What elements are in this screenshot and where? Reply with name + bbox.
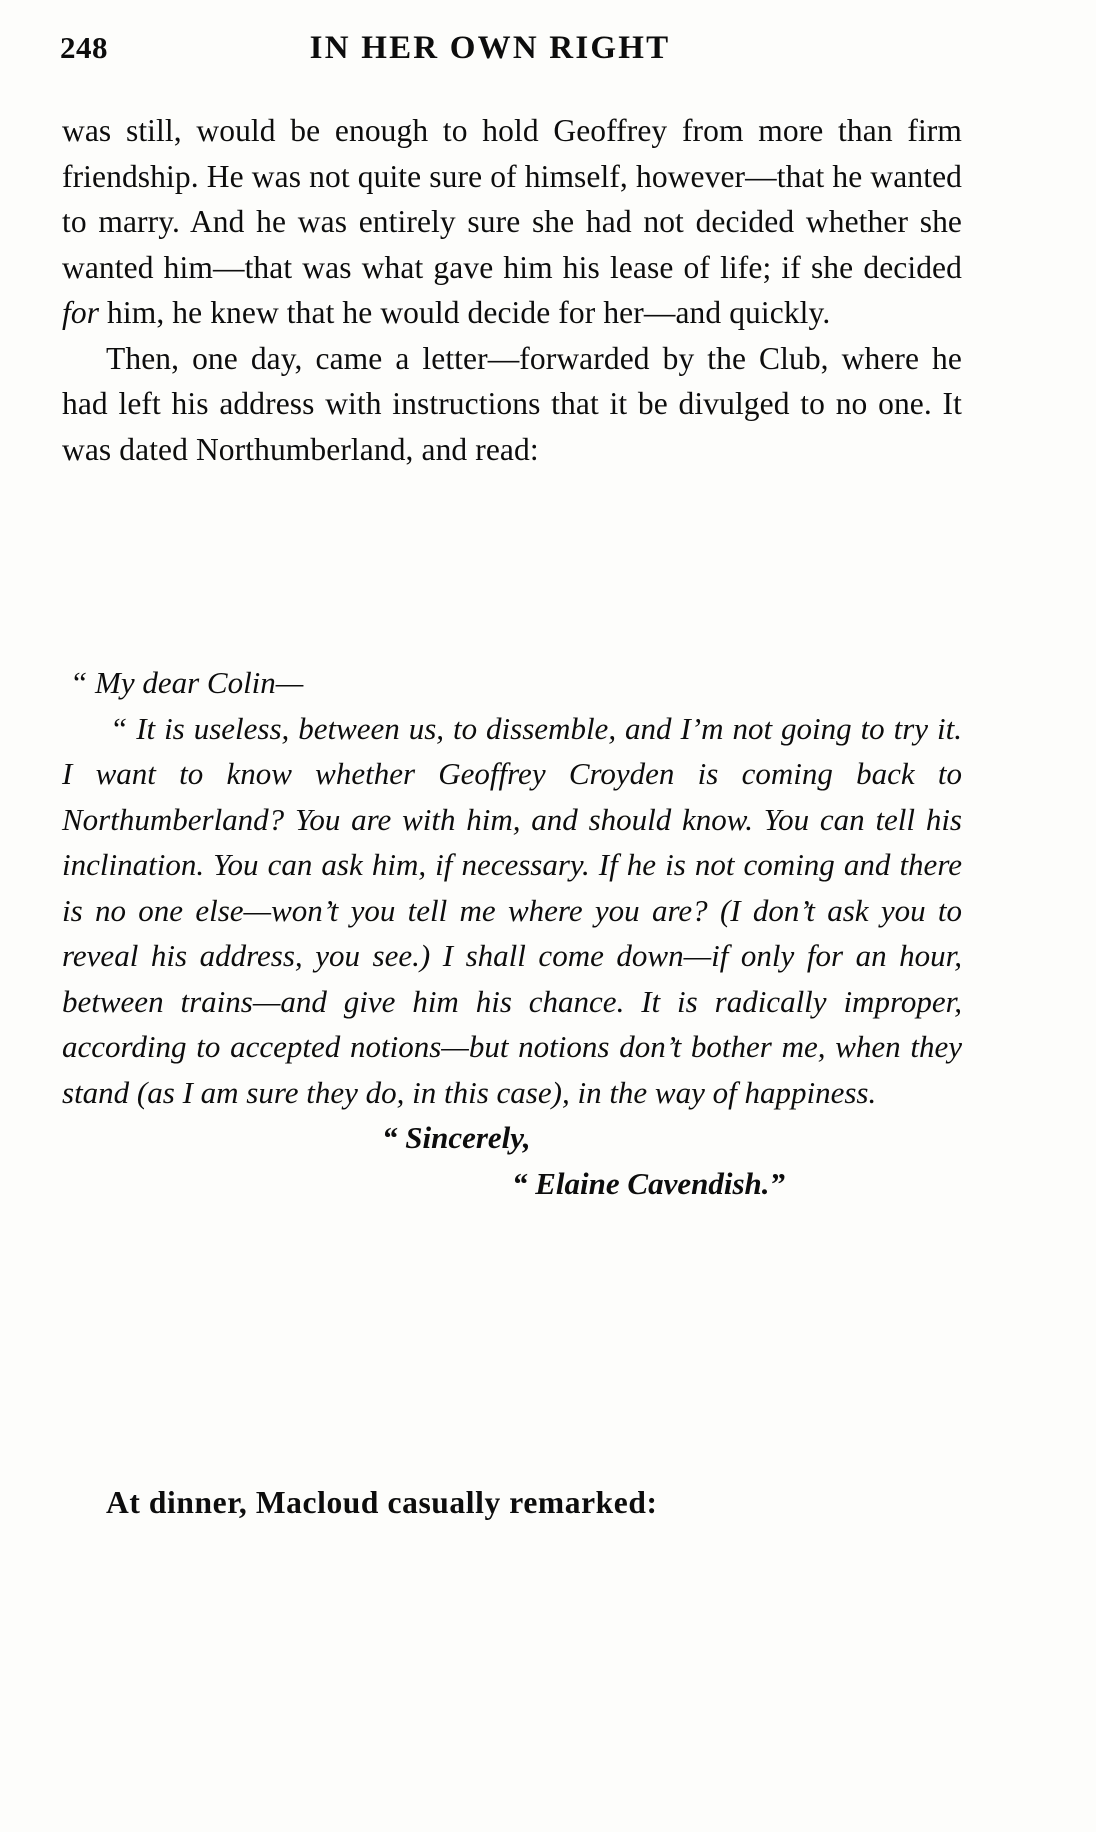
letter-signature: “ Elaine Cavendish.” [512, 1165, 786, 1201]
paragraph-2: Then, one day, came a letter—forwarded by the Club, where he had left his address with instructions that it be divulged to no one. It was dated Northumberland, and read: [62, 340, 962, 467]
running-title: IN HER OWN RIGHT [309, 30, 671, 66]
closing-paragraph: At dinner, Macloud casually remarked: [106, 1485, 658, 1520]
letter-signoff: “ Sincerely, [382, 1120, 531, 1155]
paragraph-continued [62, 108, 962, 336]
paragraph-1-emphasis: for [62, 295, 100, 330]
page-number: 248 [60, 30, 108, 65]
paragraph-1-part-2: him, he knew that he would decide for her—and quickly. [99, 295, 831, 330]
letter-body: “ It is useless, between us, to dissemble, and I’m not going to try it. I want to know whether Geoffrey Croyden is coming back to Northumberland? You are with him, and should know. You can tell his inclination. You can ask him, if necessary. If he is not coming and there is no one else—won’t you tell me where you are? (I don’t ask you to reveal his address, you see.) I shall come down—if only for an hour, between trains—and give him his chance. It is radically improper, according to accepted notions—but notions don’t bother me, when they stand (as I am sure they do, in this case), in the way of happiness. [62, 710, 962, 1110]
page-header [60, 30, 1040, 80]
paragraph-1-part-1: was still, would be enough to hold Geoffrey from more than firm friendship. He was not quite sure of himself, however—that he wanted to marry. And he was entirely sure she had not decided whether she wanted him—that was what gave him his lease of life; if she decided [62, 113, 962, 285]
quoted-letter [62, 660, 962, 1206]
closing-text [62, 1480, 962, 1526]
letter-salutation: “ My dear Colin— [70, 665, 304, 700]
body-text [62, 108, 962, 472]
